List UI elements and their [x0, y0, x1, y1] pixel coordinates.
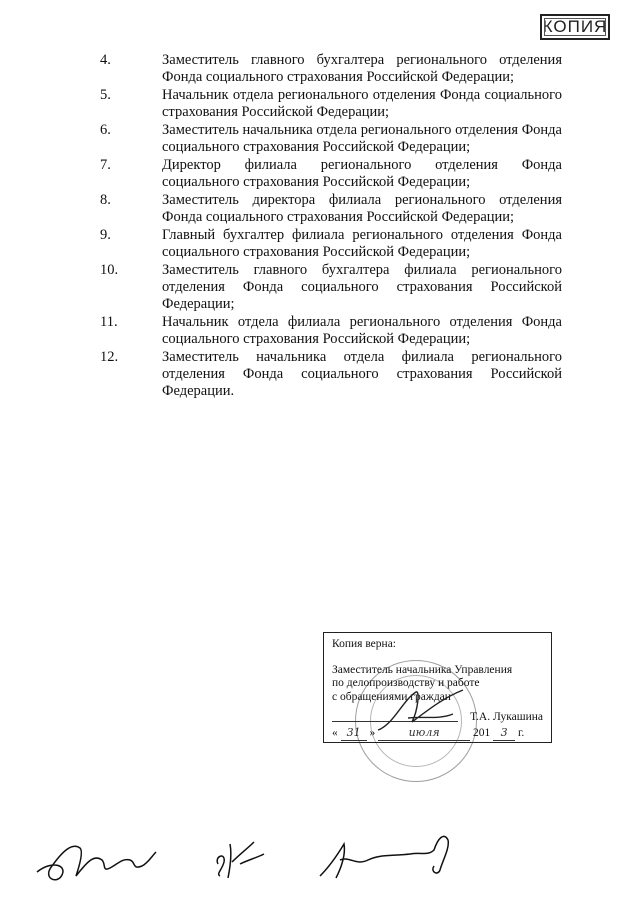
- list-item-number: 5.: [100, 87, 111, 103]
- signer-name: Т.А. Лукашина: [470, 711, 543, 723]
- list-item-text: Заместитель начальника отдела регионального отделения Фонда социального страхования Российской Федерации;: [162, 122, 562, 155]
- signature-1: [32, 830, 162, 885]
- list-item-number: 9.: [100, 227, 111, 243]
- list-item: [100, 192, 562, 226]
- list-item-text: Начальник отдела регионального отделения Фонда социального страхования Российской Федерации;: [162, 87, 562, 120]
- list-item: [100, 52, 562, 86]
- certifier-position-line-1: Заместитель начальника Управления: [332, 663, 513, 676]
- list-item: [100, 227, 562, 261]
- date-open-quote: «: [332, 727, 338, 739]
- list-item-number: 6.: [100, 122, 111, 138]
- list-item-text: Заместитель директора филиала регионального отделения Фонда социального страхования Российской Федерации;: [162, 192, 562, 225]
- list-item-number: 8.: [100, 192, 111, 208]
- date-year-digit: 3: [493, 726, 515, 741]
- certification-date: [332, 726, 543, 741]
- list-item: [100, 87, 562, 121]
- date-year-prefix: 201: [473, 727, 491, 739]
- list-item-number: 12.: [100, 349, 119, 365]
- list-item-text: Директор филиала регионального отделения Фонда социального страхования Российской Федерации;: [162, 157, 562, 190]
- list-item-text: Заместитель главного бухгалтера регионального отделения Фонда социального страхования Российской Федерации;: [162, 52, 562, 85]
- list-item-text: Заместитель начальника отдела филиала регионального отделения Фонда социального страхования Российской Федерации.: [162, 349, 562, 399]
- certification-heading: Копия верна:: [332, 638, 396, 650]
- list-item-number: 7.: [100, 157, 111, 173]
- signature-3: [310, 826, 470, 886]
- date-day: 31: [341, 726, 367, 741]
- list-item-text: Заместитель главного бухгалтера филиала регионального отделения Фонда социального страхования Российской Федерации;: [162, 262, 562, 312]
- date-month: июля: [378, 726, 470, 741]
- list-item-text: Главный бухгалтер филиала регионального отделения Фонда социального страхования Российской Федерации;: [162, 227, 562, 260]
- date-suffix: г.: [518, 727, 525, 739]
- list-item: [100, 262, 562, 313]
- list-item: [100, 314, 562, 348]
- positions-list: [100, 52, 562, 401]
- list-item: [100, 349, 562, 400]
- list-item-number: 10.: [100, 262, 119, 278]
- bottom-signatures: [20, 820, 480, 890]
- list-item-text: Начальник отдела филиала регионального отделения Фонда социального страхования Российской Федерации;: [162, 314, 562, 347]
- list-item: [100, 157, 562, 191]
- certifier-position-line-2: по делопроизводству и работе: [332, 677, 480, 689]
- copy-stamp: [540, 14, 610, 40]
- certifier-position-line-3: с обращениями граждан: [332, 690, 451, 703]
- list-item: [100, 122, 562, 156]
- date-close-quote: »: [369, 727, 376, 739]
- copy-stamp-label: КОПИЯ: [542, 17, 608, 36]
- signature-line: [332, 721, 458, 722]
- list-item-number: 4.: [100, 52, 111, 68]
- list-item-number: 11.: [100, 314, 118, 330]
- certification-box: [323, 632, 552, 743]
- signature-2: [210, 834, 270, 884]
